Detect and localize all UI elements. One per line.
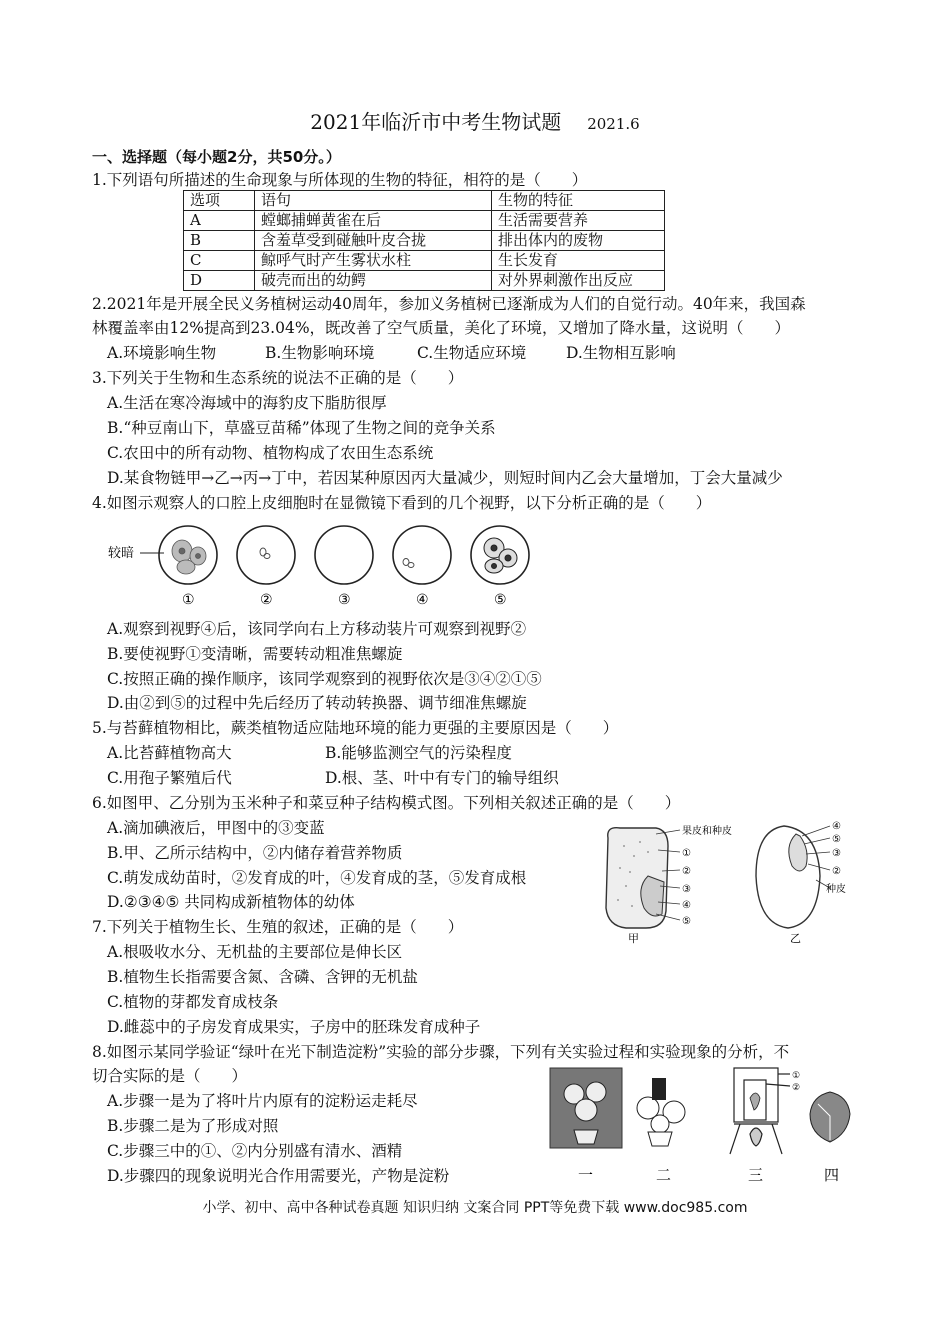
q6-stem: 6.如图甲、乙分别为玉米种子和菜豆种子结构模式图。下列相关叙述正确的是（ ）	[92, 794, 681, 812]
q7-option-b: B.植物生长指需要含氮、含磷、含钾的无机盐	[107, 968, 418, 986]
covered-leaf-strip	[652, 1078, 666, 1100]
water-bath-apparatus	[730, 1068, 790, 1154]
q4-stem: 4.如图示观察人的口腔上皮细胞时在显微镜下看到的几个视野，以下分析正确的是（ ）	[92, 494, 712, 512]
field-2	[237, 526, 295, 584]
microscope-fields-figure	[106, 518, 536, 610]
q7-option-c: C.植物的芽都发育成枝条	[107, 993, 279, 1011]
q5-option-c: C.用孢子繁殖后代	[107, 769, 232, 787]
q2-line2: 林覆盖率由12%提高到23.04%，既改善了空气质量，美化了环境，又增加了降水量，这说明（ ）	[92, 319, 791, 337]
beaker-number: ①	[792, 1071, 801, 1081]
q4-option-c: C.按照正确的操作顺序，该同学观察到的视野依次是③④②①⑤	[107, 670, 542, 688]
seed-coat-label: 种皮	[826, 884, 846, 895]
q2-option-b: B.生物影响环境	[265, 344, 375, 362]
q4-option-d: D.由②到⑤的过程中先后经历了转动转换器、调节细准焦螺旋	[107, 694, 527, 712]
clear-cells	[484, 538, 517, 573]
exam-date: 2021.6	[587, 115, 640, 133]
section-heading: 一、选择题（每小题2分，共50分。）	[92, 148, 341, 166]
q6-option-b: B.甲、乙所示结构中，②内储存着营养物质	[107, 844, 403, 862]
table-row	[184, 271, 665, 291]
table-cell: C	[184, 251, 255, 271]
q5-option-b: B.能够监测空气的污染程度	[325, 744, 512, 762]
blurry-cells	[172, 540, 206, 574]
bean-part-number: ⑤	[832, 834, 841, 845]
page-footer: 小学、初中、高中各种试卷真题 知识归纳 文案合同 PPT等免费下载 www.doc985.com	[202, 1200, 748, 1216]
corn-part-number: ⑤	[682, 916, 691, 927]
table-cell: 生活需要营养	[492, 211, 665, 231]
starch-experiment-figure	[548, 1064, 858, 1188]
table-cell: 鲸呼气时产生雾状水柱	[255, 251, 492, 271]
field-number: ①	[182, 592, 195, 608]
q3-option-a: A.生活在寒冷海域中的海豹皮下脂肪很厚	[107, 394, 387, 412]
field-number: ③	[338, 592, 351, 608]
q8-option-d: D.步骤四的现象说明光合作用需要光，产物是淀粉	[107, 1167, 450, 1185]
table-cell: 螳螂捕蝉黄雀在后	[255, 211, 492, 231]
q2-option-d: D.生物相互影响	[566, 344, 676, 362]
step-label: 一	[578, 1166, 594, 1184]
step-label: 四	[824, 1166, 840, 1184]
q8-line2: 切合实际的是（ ）	[92, 1067, 248, 1085]
corn-part-number: ②	[682, 866, 691, 877]
table-cell: 破壳而出的幼鳄	[255, 271, 492, 291]
q8-option-b: B.步骤二是为了形成对照	[107, 1117, 279, 1135]
table-cell: 排出体内的废物	[492, 231, 665, 251]
corn-part-number: ①	[682, 848, 691, 859]
q7-stem: 7.下列关于植物生长、生殖的叙述，正确的是（ ）	[92, 918, 464, 936]
title-text: 2021年临沂市中考生物试题	[310, 110, 562, 134]
corn-part-number: ③	[682, 884, 691, 895]
table-cell: A	[184, 211, 255, 231]
corn-part-number: ④	[682, 900, 691, 911]
table-cell: 生长发育	[492, 251, 665, 271]
small-cell-offset	[403, 559, 414, 568]
fig-yi-name: 乙	[790, 932, 801, 944]
q1-stem: 1.下列语句所描述的生命现象与所体现的生物的特征，相符的是（ ）	[92, 171, 588, 189]
q2-option-a: A.环境影响生物	[107, 344, 217, 362]
q3-option-c: C.农田中的所有动物、植物构成了农田生态系统	[107, 444, 434, 462]
table-header-cell: 语句	[255, 191, 492, 211]
step-label: 三	[748, 1166, 764, 1184]
fig-label-dim: 较暗	[108, 546, 135, 561]
q5-option-a: A.比苔藓植物高大	[107, 744, 232, 762]
q6-option-c: C.萌发成幼苗时，②发育成的叶，④发育成的茎，⑤发育成根	[107, 869, 527, 887]
table-cell: 对外界刺激作出反应	[492, 271, 665, 291]
pericarp-label: 果皮和种皮	[682, 826, 732, 837]
q6-option-d: D.②③④⑤ 共同构成新植物体的幼体	[107, 893, 355, 911]
q4-option-b: B.要使视野①变清晰，需要转动粗准焦螺旋	[107, 645, 403, 663]
table-header-cell: 生物的特征	[492, 191, 665, 211]
table-cell: B	[184, 231, 255, 251]
table-row	[184, 231, 665, 251]
small-cell	[260, 548, 270, 559]
q2-line1: 2.2021年是开展全民义务植树运动40周年，参加义务植树已逐渐成为人们的自觉行动。40年来，我国森	[92, 295, 806, 313]
q4-option-a: A.观察到视野④后，该同学向右上方移动装片可观察到视野②	[107, 620, 527, 638]
q2-option-c: C.生物适应环境	[417, 344, 527, 362]
beaker-number: ②	[792, 1083, 801, 1093]
table-row	[184, 211, 665, 231]
table-header-cell: 选项	[184, 191, 255, 211]
table-cell: 含羞草受到碰触叶皮合拢	[255, 231, 492, 251]
exam-title	[0, 106, 950, 135]
field-3	[315, 526, 373, 584]
q8-option-a: A.步骤一是为了将叶片内原有的淀粉运走耗尽	[107, 1092, 418, 1110]
q7-option-d: D.雌蕊中的子房发育成果实，子房中的胚珠发育成种子	[107, 1018, 481, 1036]
q3-stem: 3.下列关于生物和生态系统的说法不正确的是（ ）	[92, 369, 464, 387]
step-label: 二	[656, 1166, 672, 1184]
q3-option-b: B.“种豆南山下，草盛豆苗稀”体现了生物之间的竞争关系	[107, 419, 496, 437]
q7-option-a: A.根吸收水分、无机盐的主要部位是伸长区	[107, 943, 403, 961]
leaf-in-alcohol	[750, 1093, 760, 1110]
table-header-row	[184, 191, 665, 211]
seed-structure-figure	[596, 816, 856, 944]
q5-option-d: D.根、茎、叶中有专门的输导组织	[325, 769, 559, 787]
q1-table	[183, 190, 665, 291]
q5-stem: 5.与苔藓植物相比，蕨类植物适应陆地环境的能力更强的主要原因是（ ）	[92, 719, 619, 737]
fig-jia-name: 甲	[628, 932, 639, 944]
field-number: ②	[260, 592, 273, 608]
field-4	[393, 526, 451, 584]
bean-part-number: ③	[832, 848, 841, 859]
bean-seed-outline	[756, 826, 820, 928]
table-cell: D	[184, 271, 255, 291]
field-number: ⑤	[494, 592, 507, 608]
q8-option-c: C.步骤三中的①、②内分别盛有清水、酒精	[107, 1142, 403, 1160]
table-row	[184, 251, 665, 271]
field-number: ④	[416, 592, 429, 608]
q3-option-d: D.某食物链甲→乙→丙→丁中，若因某种原因丙大量减少，则短时间内乙会大量增加，丁会大量减少	[107, 469, 783, 487]
bean-part-number: ②	[832, 866, 841, 877]
q6-option-a: A.滴加碘液后，甲图中的③变蓝	[107, 819, 325, 837]
bean-part-number: ④	[832, 821, 841, 832]
plant-step2	[637, 1097, 685, 1146]
q8-line1: 8.如图示某同学验证“绿叶在光下制造淀粉”实验的部分步骤，下列有关实验过程和实验现象的分析，不	[92, 1043, 790, 1061]
